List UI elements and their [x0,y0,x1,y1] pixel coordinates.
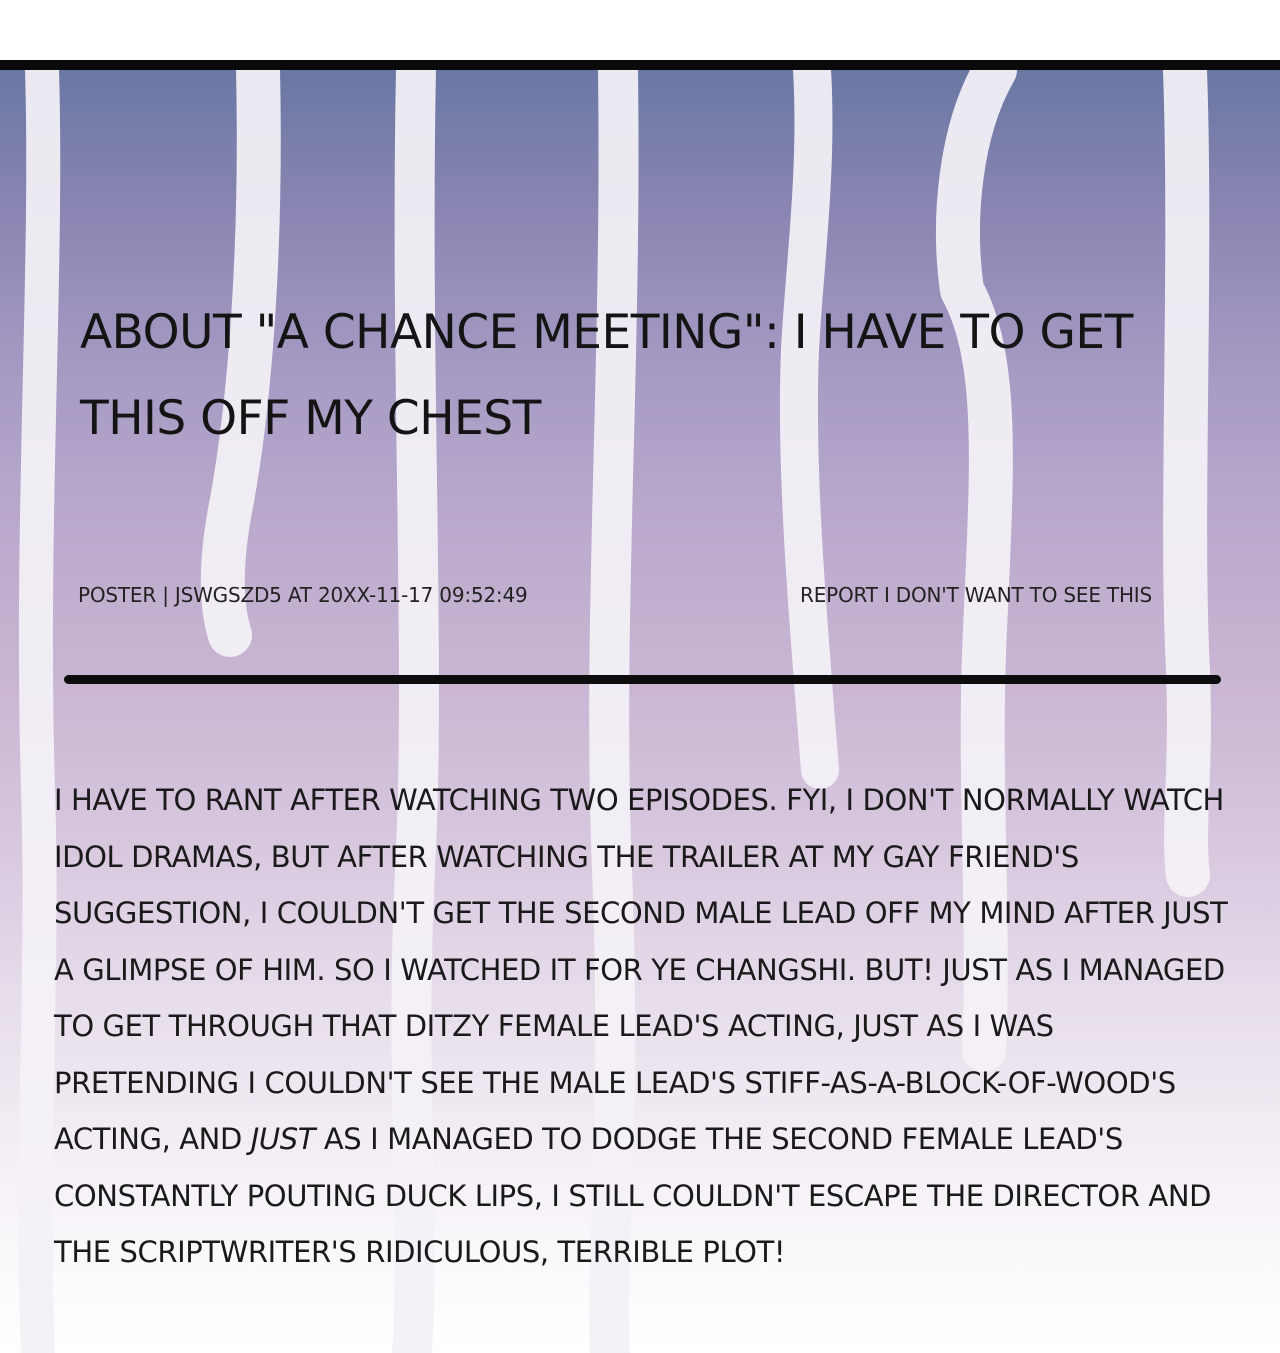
post-body-emphasis: JUST [250,1122,316,1156]
drip-stroke [35,70,43,1353]
divider-line [64,675,1221,684]
post-body-text-1: I HAVE TO RANT AFTER WATCHING TWO EPISODES. FYI, I DON'T NORMALLY WATCH IDOL DRAMAS, BUT AFTER WATCHING THE TRAILER AT MY GAY FRIEND'S SUGGESTION, I COULDN'T GET THE SECOND MALE LEAD OFF MY MIND AFTER JUST A GLIMPSE OF HIM. SO I WATCHED IT FOR YE CHANGSHI. BUT! JUST AS I MANAGED TO GET THROUGH THAT DITZY FEMALE LEAD'S ACTING, JUST AS I WAS PRETENDING I COULDN'T SEE THE MALE LEAD'S STIFF-AS-A-BLOCK-OF-WOOD'S ACTING, AND [54,783,1228,1156]
post-body [54,772,1244,1281]
poster-info: POSTER | JSWGSZD5 AT 20XX-11-17 09:52:49 [78,583,528,607]
report-link[interactable]: REPORT I DON'T WANT TO SEE THIS [800,583,1152,607]
post-title: ABOUT "A CHANCE MEETING": I HAVE TO GET THIS OFF MY CHEST [80,305,1133,446]
top-margin [0,0,1280,60]
post-body-text-2: AS I MANAGED TO DODGE THE SECOND FEMALE LEAD'S CONSTANTLY POUTING DUCK LIPS, I STILL COULDN'T ESCAPE THE DIRECTOR AND THE SCRIPTWRITER'S RIDICULOUS, TERRIBLE PLOT! [54,1122,1212,1269]
drip-stroke [1185,70,1189,875]
top-border [0,60,1280,70]
